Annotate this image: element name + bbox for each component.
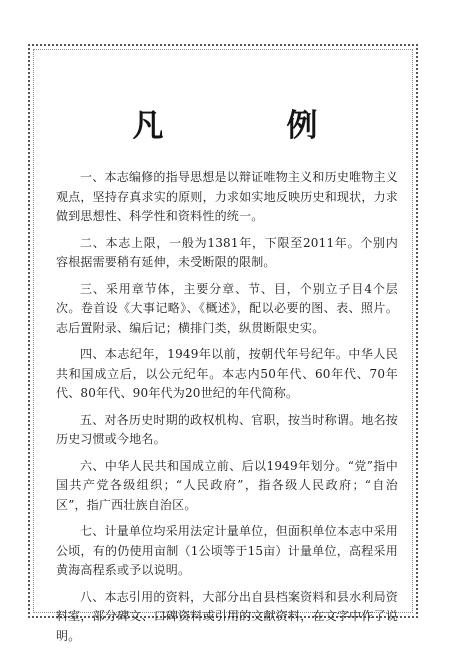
paragraph-2: 二、本志上限，一般为1381年，下限至2011年。个别内容根据需要稍有延伸，未受断限的限制。	[56, 235, 398, 269]
paragraph-8: 八、本志引用的资料，大部分出自县档案资料和县水利局资料室，部分碑文、口碑资料或引用的文献资料，在文字中作了说明。	[56, 589, 398, 643]
paragraph-6: 六、中华人民共和国成立前、后以1949年划分。“党”指中国共产党各级组织；“人民政府”，指各级人民政府；“自治区”，指广西壮族自治区。	[56, 458, 398, 512]
paragraph-5: 五、对各历史时期的政权机构、官职，按当时称谓。地名按历史习惯或今地名。	[56, 412, 398, 446]
paragraph-3: 三、采用章节体，主要分章、节、目，个别立子目4个层次。卷首设《大事记略》、《概述》，配以必要的图、表、照片。志后置附录、编后记；横排门类，纵贯断限史实。	[56, 281, 398, 335]
document-body	[56, 168, 398, 653]
paragraph-4: 四、本志纪年，1949年以前，按朝代年号纪年。中华人民共和国成立后，以公元纪年。本志内50年代、60年代、70年代、80年代、90年代为20世纪的年代简称。	[56, 347, 398, 400]
paragraph-7: 七、计量单位均采用法定计量单位，但面积单位本志中采用公顷，有的仍使用亩制（1公顷等于15亩）计量单位，高程采用黄海高程系或予以说明。	[56, 524, 398, 577]
page-title: 凡 例	[132, 108, 364, 144]
paragraph-1: 一、本志编修的指导思想是以辩证唯物主义和历史唯物主义观点，坚持存真求实的原则，力求如实地反映历史和现状，力求做到思想性、科学性和资料性的统一。	[56, 170, 398, 223]
